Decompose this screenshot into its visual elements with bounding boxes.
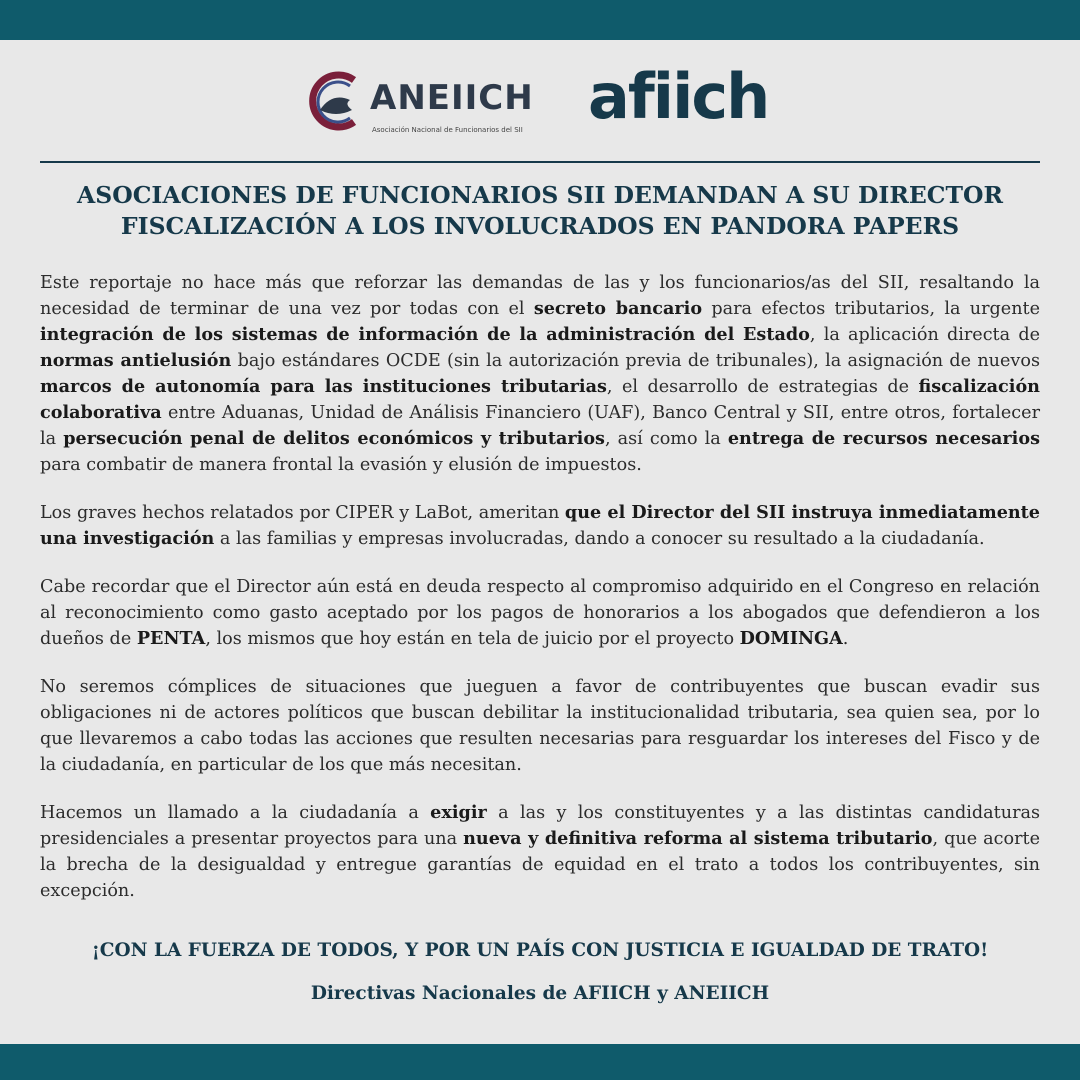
text-run: a las y los constituyentes y a las distintas candidaturas presidenciales a presentar proyectos para una bbox=[40, 803, 1040, 849]
text-run: para efectos tributarios, la urgente bbox=[702, 299, 1041, 319]
text-run: , la aplicación directa de bbox=[809, 325, 1040, 345]
aneiich-name: ANEIICH bbox=[370, 78, 534, 118]
text-run: a las familias y empresas involucradas, dando a conocer su resultado a la ciudadanía. bbox=[214, 529, 985, 549]
text-run: , los mismos que hoy están en tela de juicio por el proyecto bbox=[205, 629, 740, 649]
title-line-2: FISCALIZACIÓN A LOS INVOLUCRADOS EN PANDORA PAPERS bbox=[120, 212, 960, 240]
aneiich-emblem-icon bbox=[306, 66, 370, 136]
text-run: Cabe recordar que el Director aún está en deuda respecto al compromiso adquirido en el Congreso en relación al reconocimiento como gasto aceptado por los pagos de honorarios a los abogados que defendieron a los dueños de bbox=[40, 577, 1040, 649]
aneiich-subtitle: Asociación Nacional de Funcionarios del SII bbox=[372, 126, 523, 134]
paragraph-2 bbox=[40, 500, 1040, 552]
article-body bbox=[40, 270, 1040, 926]
bold-run: persecución penal de delitos económicos y tributarios bbox=[63, 428, 605, 449]
text-run: entre Aduanas, Unidad de Análisis Financiero (UAF), Banco Central y SII, entre otros, fortalecer la bbox=[40, 403, 1040, 449]
header-divider bbox=[40, 161, 1040, 163]
top-band bbox=[0, 0, 1080, 40]
title-line-1: ASOCIACIONES DE FUNCIONARIOS SII DEMANDAN A SU DIRECTOR bbox=[77, 181, 1003, 209]
bold-run: normas antielusión bbox=[40, 350, 232, 371]
text-run: , así como la bbox=[604, 429, 728, 449]
text-run: , el desarrollo de estrategias de bbox=[606, 377, 919, 397]
paragraph-3 bbox=[40, 574, 1040, 652]
text-run: No seremos cómplices de situaciones que jueguen a favor de contribuyentes que buscan evadir sus obligaciones ni de actores políticos que buscan debilitar la institucionalidad tributaria, sea quien sea, por lo que llevaremos a cabo todas las acciones que resulten necesarias para resguardar los intereses del Fisco y de la ciudadanía, en particular de los que más necesitan. bbox=[40, 677, 1040, 775]
bold-run: fiscalización colaborativa bbox=[40, 376, 1040, 423]
paragraph-5 bbox=[40, 800, 1040, 904]
bold-run: entrega de recursos necesarios bbox=[727, 428, 1041, 449]
bold-run: que el Director del SII instruya inmediatamente una investigación bbox=[40, 502, 1040, 549]
paragraph-1 bbox=[40, 270, 1040, 478]
text-run: bajo estándares OCDE (sin la autorización previa de tribunales), la asignación de nuevos bbox=[231, 351, 1040, 371]
bold-run: DOMINGA bbox=[739, 628, 843, 649]
text-run: Hacemos un llamado a la ciudadanía a bbox=[40, 803, 431, 823]
page-title bbox=[40, 180, 1040, 242]
bottom-band bbox=[0, 1044, 1080, 1080]
afiich-logo: afiich bbox=[588, 60, 769, 133]
bold-run: nueva y definitiva reforma al sistema tributario bbox=[463, 828, 933, 849]
text-run: . bbox=[842, 629, 849, 649]
aneiich-logo bbox=[306, 66, 536, 136]
bold-run: integración de los sistemas de información de la administración del Estado bbox=[40, 324, 810, 345]
bold-run: exigir bbox=[430, 802, 487, 823]
logos-row bbox=[0, 62, 1080, 142]
bold-run: marcos de autonomía para las instituciones tributarias bbox=[40, 376, 607, 397]
text-run: para combatir de manera frontal la evasión y elusión de impuestos. bbox=[40, 455, 642, 475]
slogan: ¡CON LA FUERZA DE TODOS, Y POR UN PAÍS CON JUSTICIA E IGUALDAD DE TRATO! bbox=[91, 940, 989, 961]
text-run: , que acorte la brecha de la desigualdad y entregue garantías de equidad en el trato a todos los contribuyentes, sin excepción. bbox=[40, 829, 1040, 901]
text-run: Los graves hechos relatados por CIPER y LaBot, ameritan bbox=[40, 503, 565, 523]
paragraph-4 bbox=[40, 674, 1040, 778]
bold-run: secreto bancario bbox=[533, 298, 703, 319]
text-run: Este reportaje no hace más que reforzar las demandas de las y los funcionarios/as del SII, resaltando la necesidad de terminar de una vez por todas con el bbox=[40, 273, 1040, 319]
bold-run: PENTA bbox=[136, 628, 206, 649]
signature: Directivas Nacionales de AFIICH y ANEIICH bbox=[310, 983, 770, 1004]
